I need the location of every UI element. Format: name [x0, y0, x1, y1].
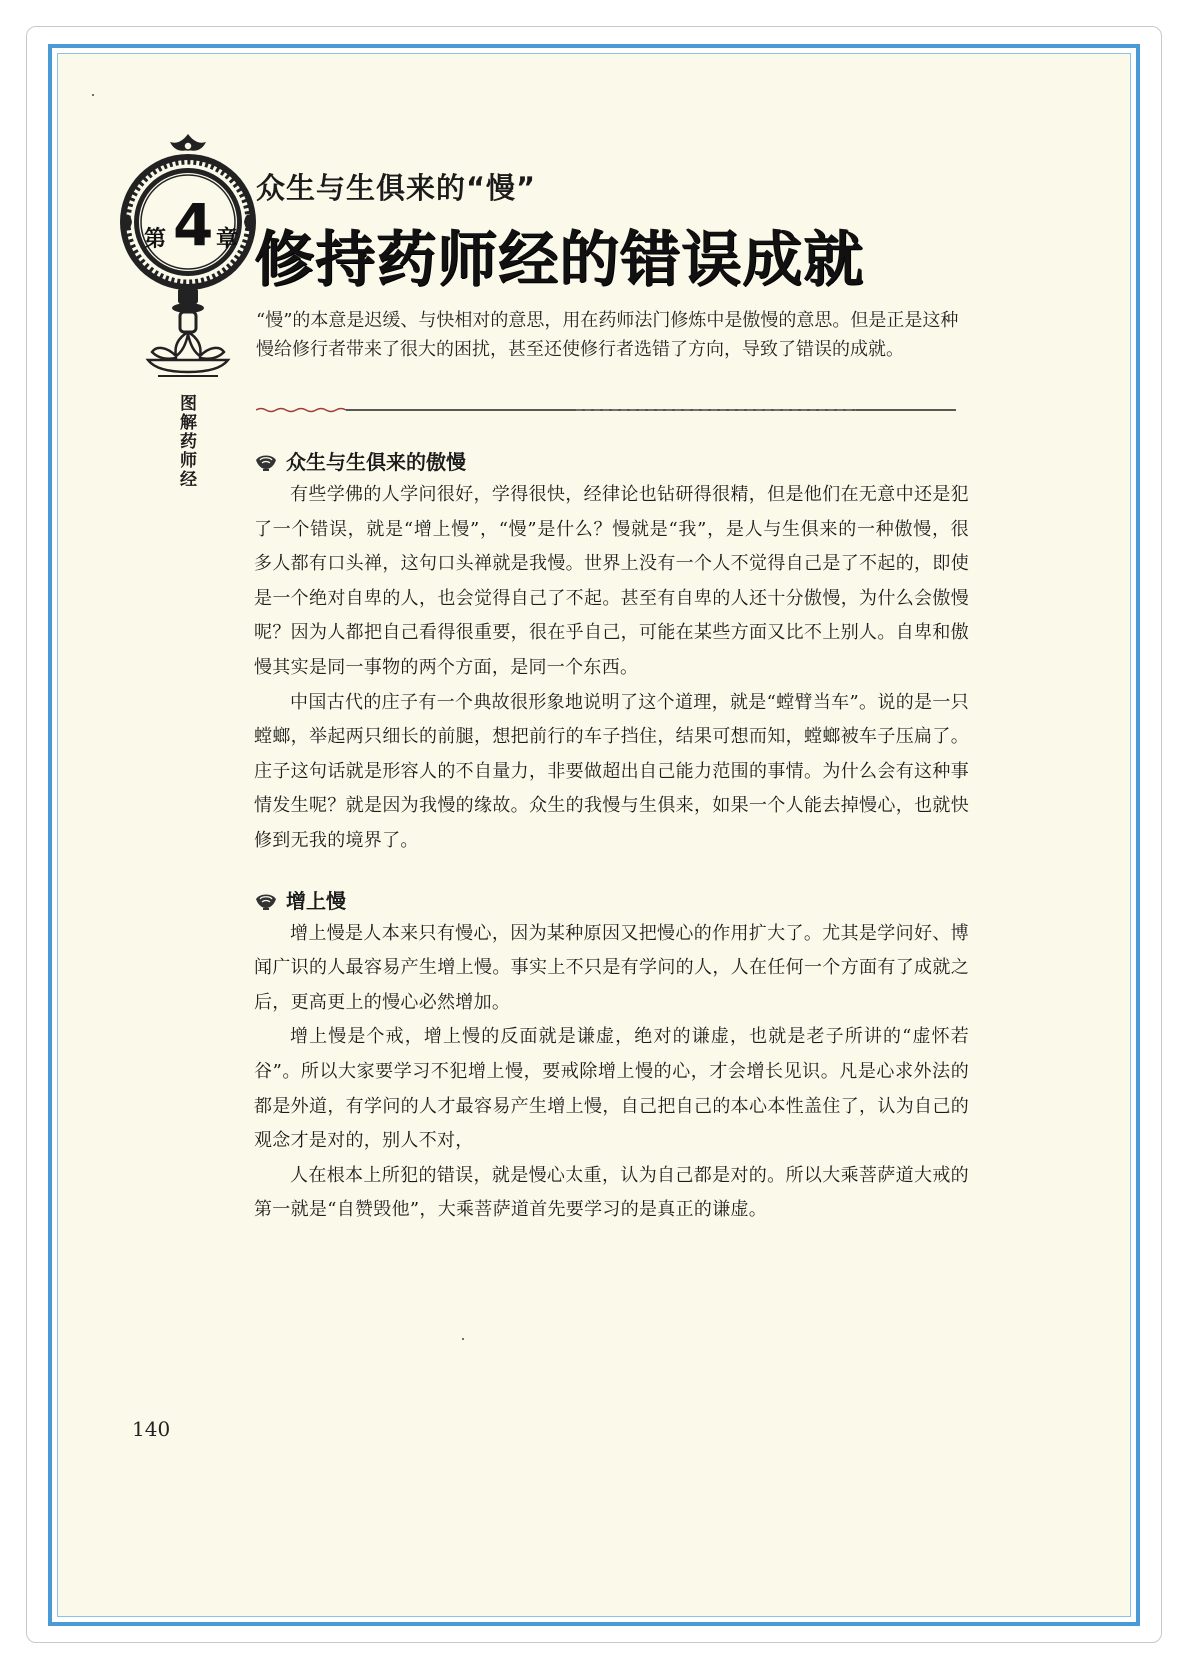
- paragraph: 增上慢是个戒，增上慢的反面就是谦虚，绝对的谦虚，也就是老子所讲的“虚怀若谷”。所以大家要学习不犯增上慢，要戒除增上慢的心，才会增长见识。凡是心求外法的都是外道，有学问的人才最容易产生增上慢，自己把自己的本心本性盖住了，认为自己的观念才是对的，别人不对，: [254, 1026, 969, 1152]
- paragraph: 中国古代的庄子有一个典故很形象地说明了这个道理，就是“螳臂当车”。说的是一只螳螂，举起两只细长的前腿，想把前行的车子挡住，结果可想而知，螳螂被车子压扁了。庄子这句话就是形容人的不自量力，非要做超出自己能力范围的事情。为什么会有这种事情发生呢？就是因为我慢的缘故。众生的我慢与生俱来，如果一个人能去掉慢心，也就快修到无我的境界了。: [254, 691, 969, 851]
- decorative-divider: [256, 404, 956, 416]
- series-title: 图解药师经: [176, 394, 196, 489]
- section-heading: [254, 446, 969, 478]
- chapter-subtitle: 众生与生俱来的“慢”: [256, 171, 537, 205]
- chapter-title: 修持药师经的错误成就: [254, 225, 864, 295]
- chapter-number: 4: [173, 191, 214, 259]
- paragraph: 人在根本上所犯的错误，就是慢心太重，认为自己都是对的。所以大乘菩萨道大戒的第一就是“自赞毁他”，大乘菩萨道首先要学习的是真正的谦虚。: [254, 1164, 969, 1221]
- chapter-body: [254, 446, 969, 1228]
- paragraph: 有些学佛的人学问很好，学得很快，经律论也钻研得很精，但是他们在无意中还是犯了一个错误，就是“增上慢”，“慢”是什么？慢就是“我”，是人与生俱来的一种傲慢，很多人都有口头禅，这句口头禅就是我慢。世界上没有一个人不觉得自己是了不起的，即使是一个绝对自卑的人，也会觉得自己了不起。甚至有自卑的人还十分傲慢，为什么会傲慢呢？因为人都把自己看得很重要，很在乎自己，可能在某些方面又比不上别人。自卑和傲慢其实是同一事物的两个方面，是同一个东西。: [254, 484, 969, 678]
- lotus-bowl-icon: [254, 452, 278, 472]
- lotus-bowl-icon: [254, 891, 278, 911]
- section-heading-text: 众生与生俱来的傲慢: [286, 450, 466, 474]
- speck: [92, 94, 94, 96]
- chapter-prefix: 第: [144, 227, 167, 252]
- speck: [462, 1338, 464, 1340]
- ornate-medallion-icon: [118, 132, 258, 392]
- section-heading-text: 增上慢: [286, 888, 346, 913]
- section-heading: [254, 885, 969, 917]
- page-number: 140: [132, 1417, 171, 1441]
- chapter-suffix: 章: [216, 227, 239, 252]
- book-page: [58, 54, 1130, 1616]
- paragraph: 增上慢是人本来只有慢心，因为某种原因又把慢心的作用扩大了。尤其是学问好、博闻广识的人最容易产生增上慢。事实上不只是有学问的人，人在任何一个方面有了成就之后，更高更上的慢心必然增加。: [254, 922, 969, 1013]
- chapter-intro: “慢”的本意是迟缓、与快相对的意思，用在药师法门修炼中是傲慢的意思。但是正是这种慢给修行者带来了很大的困扰，甚至还使修行者选错了方向，导致了错误的成就。: [256, 310, 959, 360]
